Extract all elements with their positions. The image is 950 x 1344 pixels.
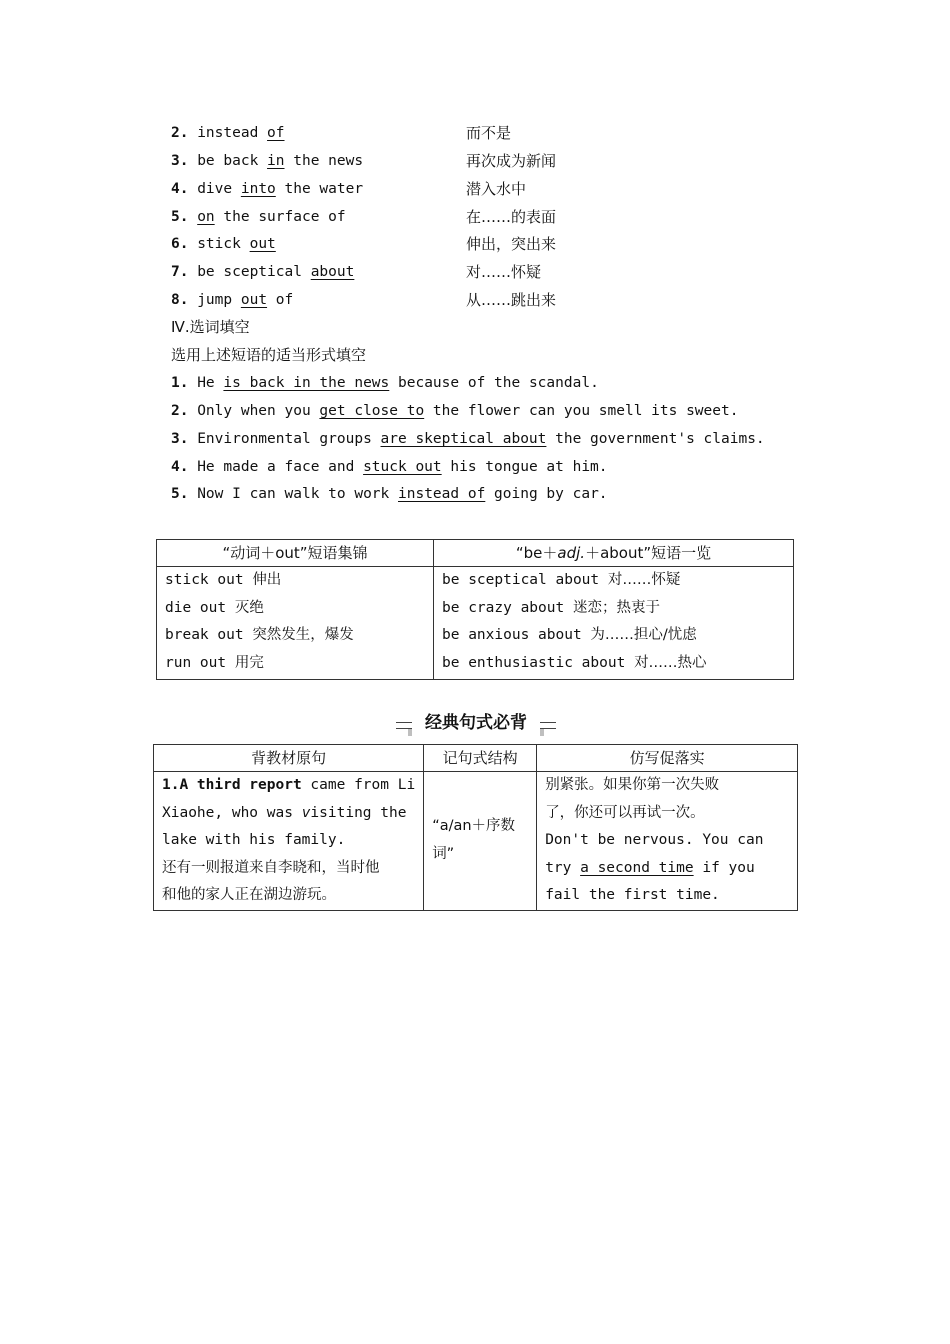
phrase-item [171,234,276,254]
phrase-cn: 灭绝 [234,599,264,616]
header-label: adj. [557,544,586,562]
fill-item [171,373,599,393]
table-header [157,540,434,567]
list-item [165,595,425,623]
cell-text: Xiaohe, who was [162,804,302,821]
header-label: “be＋ [515,544,558,562]
phrase-en: stick out [165,572,244,588]
cell-text [162,800,415,828]
phrase-meaning: 潜入水中 [466,180,527,198]
cell-text: “a/an＋序数 [432,818,516,835]
phrase-cn: 对……热心 [634,654,707,671]
item-number: 4. [171,459,189,475]
fill-item [171,484,608,504]
bold-text: 1.A third report [162,777,302,793]
phrase-answer: out [249,236,276,252]
cell-text: v [301,804,311,821]
item-number: 3. [171,153,189,169]
list-item [165,567,425,595]
sentence-pattern-table [153,744,798,911]
phrase-text: the news [284,153,364,169]
phrase-cn: 为……担心/忧虑 [590,627,697,644]
table-header: 仿写促落实 [537,745,798,772]
item-number: 1. [171,375,189,391]
list-item [442,567,785,595]
fill-item [171,429,765,449]
list-item [442,650,785,678]
phrase-en: break out [165,627,244,644]
phrase-summary-table [156,539,794,680]
table-header-row [157,540,794,567]
table-cell [157,567,434,680]
section-title: Ⅳ.选词填空 [171,318,250,336]
sentence-text: the government's claims. [546,431,765,447]
phrase-cn: 用完 [234,654,264,671]
phrase-meaning: 对……怀疑 [466,263,542,281]
sentence-answer: a second time [580,859,694,876]
phrase-en: run out [165,654,227,671]
sentence-text: because of the scandal. [389,375,599,391]
phrase-item [171,290,293,310]
item-number: 7. [171,264,189,280]
cell-text: if you [693,859,755,876]
phrase-meaning: 在……的表面 [466,208,557,226]
phrase-text: be sceptical [197,264,311,280]
cell-text: 和他的家人正在湖边游玩。 [162,887,336,904]
phrase-text: instead [197,125,268,141]
imitation-cell [537,772,798,911]
phrase-answer: into [240,181,276,197]
item-number: 8. [171,292,189,308]
item-number: 6. [171,236,189,252]
sentence-answer: is back in the news [223,375,390,391]
cell-text [545,855,789,883]
phrase-meaning: 从……跳出来 [466,291,557,309]
cell-text: fail the first time. [545,887,720,904]
sentence-answer: stuck out [363,459,442,475]
phrase-meaning: 再次成为新闻 [466,152,557,170]
sentence-text: He made a face and [197,459,364,475]
phrase-en: be anxious about [442,627,582,644]
phrase-text: the surface of [214,209,346,225]
table-row [157,567,794,680]
phrase-text: of [267,292,294,308]
item-number: 5. [171,486,189,502]
cell-text: 词” [432,845,455,862]
item-number: 2. [171,403,189,419]
table-header-row [154,745,798,772]
sentence-text: Only when you [197,403,320,419]
phrase-item [171,179,363,199]
structure-cell [424,772,537,911]
list-item [442,595,785,623]
phrase-en: be crazy about [442,599,565,616]
cell-text: isiting the [310,804,407,821]
phrase-meaning: 而不是 [466,124,512,142]
sentence-answer: instead of [398,486,486,502]
sentence-text: the flower can you smell its sweet. [424,403,739,419]
banner-title: 经典句式必背 [412,710,540,736]
sentence-answer: get close to [319,403,425,419]
phrase-answer: of [267,125,285,141]
phrase-answer: out [240,292,268,308]
table-row [154,772,798,911]
cell-text: 了，你还可以再试一次。 [545,804,705,821]
list-item [165,622,425,650]
header-label: “动词＋out”短语集锦 [222,544,368,562]
table-header [434,540,794,567]
cell-text [162,772,415,800]
cell-text: Don't be nervous. You can [545,832,764,849]
cell-text: lake with his family. [162,832,346,849]
table-cell [434,567,794,680]
item-number: 2. [171,125,189,141]
section-instruction: 选用上述短语的适当形式填空 [171,346,367,364]
sentence-text: his tongue at him. [441,459,608,475]
table-header: 背教材原句 [154,745,424,772]
list-item [442,622,785,650]
phrase-meaning: 伸出，突出来 [466,235,557,253]
item-number: 5. [171,209,189,225]
cell-text: try [545,859,581,876]
sentence-text: Now I can walk to work [197,486,398,502]
phrase-text: dive [197,181,241,197]
phrase-text: jump [197,292,241,308]
phrase-answer: on [197,209,215,225]
list-item [165,650,425,678]
phrase-cn: 伸出 [252,572,282,588]
fill-item [171,457,608,477]
item-number: 3. [171,431,189,447]
sentence-text: Environmental groups [197,431,381,447]
fill-item [171,401,738,421]
phrase-item [171,207,346,227]
phrase-cn: 迷恋；热衷于 [572,599,660,616]
phrase-answer: in [267,153,285,169]
cell-text: 别紧张。如果你第一次失败 [545,777,720,793]
phrase-cn: 突然发生，爆发 [252,627,354,644]
header-label: ＋about”短语一览 [585,544,712,562]
phrase-item [171,123,285,143]
original-sentence-cell [154,772,424,911]
phrase-text: the water [275,181,364,197]
phrase-cn: 对……怀疑 [607,572,681,588]
cell-text: 还有一则报道来自李晓和，当时他 [162,859,380,876]
section-banner [396,710,556,736]
phrase-text: stick [197,236,250,252]
item-number: 4. [171,181,189,197]
phrase-en: die out [165,599,227,616]
phrase-text: be back [197,153,268,169]
sentence-answer: are skeptical about [380,431,547,447]
table-header: 记句式结构 [424,745,537,772]
sentence-text: He [197,375,224,391]
phrase-item [171,151,363,171]
phrase-en: be enthusiastic about [442,654,626,671]
phrase-answer: about [310,264,355,280]
phrase-en: be sceptical about [442,572,600,588]
sentence-text: going by car. [485,486,608,502]
cell-text: came from Li [301,777,416,793]
phrase-item [171,262,354,282]
